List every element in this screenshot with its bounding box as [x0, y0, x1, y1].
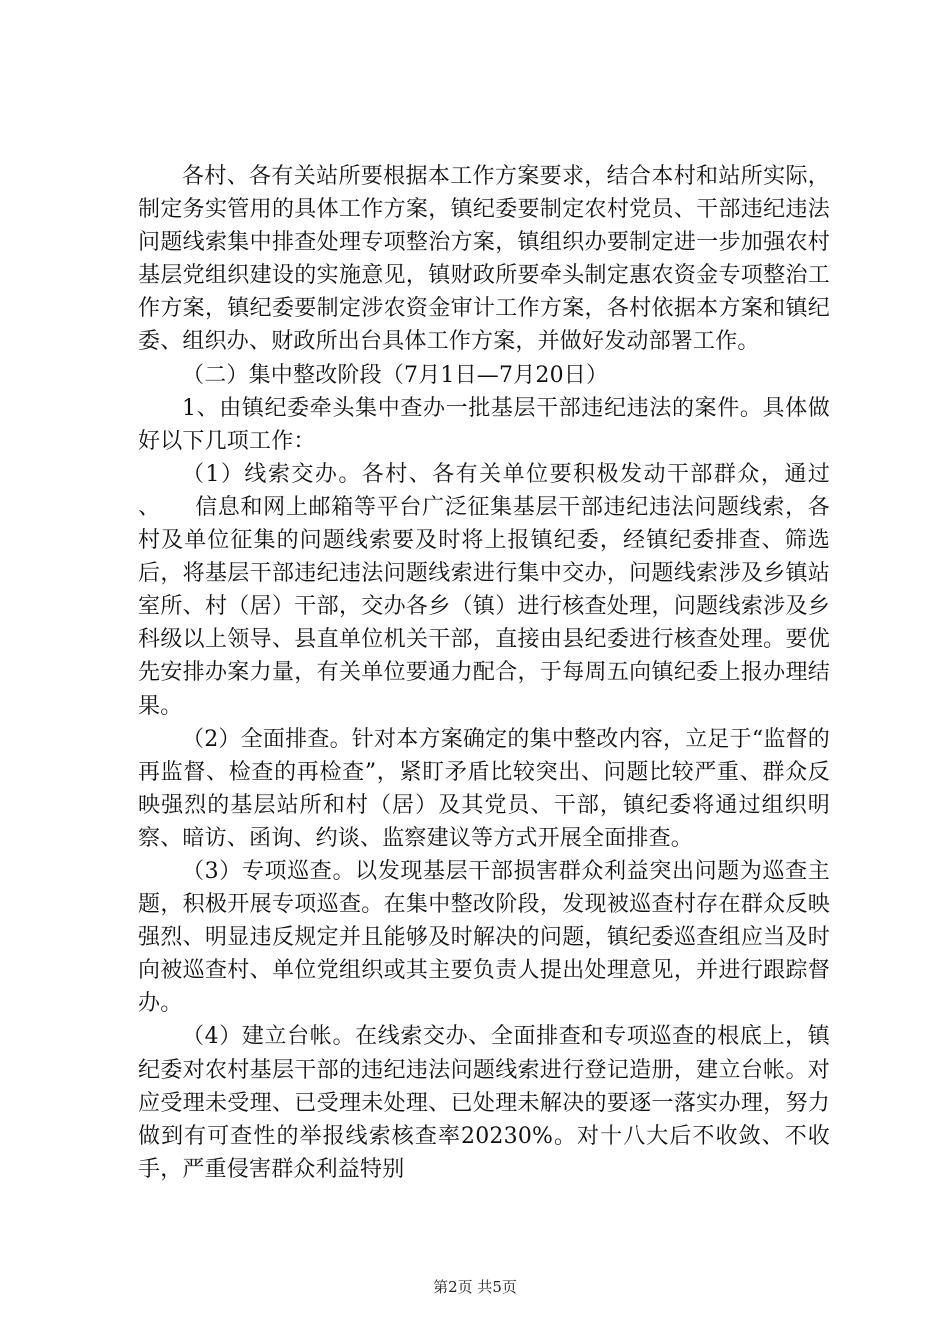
paragraph-special-inspection: （3）专项巡查。以发现基层干部损害群众利益突出问题为巡查主题，积极开展专项巡查。在集中整改阶段，发现被巡查村存在群众反映强烈、明显违反规定并且能够及时解决的问题，镇纪委巡查组应当及时向被巡查村、单位党组织或其主要负责人提出处理意见，并进行跟踪督办。 — [138, 858, 830, 1017]
page-footer: 第2页 共5页 — [433, 1278, 517, 1296]
paragraph-work-plan: 各村、各有关站所要根据本工作方案要求，结合本村和站所实际，制定务实管用的具体工作方案，镇纪委要制定农村党员、干部违纪违法问题线索集中排查处理专项整治方案，镇组织办要制定进一步加强农村基层党组织建设的实施意见，镇财政所要牵头制定惠农资金专项整治工作方案，镇纪委要制定涉农资金审计工作方案，各村依据本方案和镇纪委、组织办、财政所出台具体工作方案，并做好发动部署工作。 — [138, 164, 830, 355]
paragraph-clue-handover: （1）线索交办。各村、各有关单位要积极发动干部群众，通过 、 信息和网上邮箱等平台广泛征集基层干部违纪违法问题线索，各村及单位征集的问题线索要及时将上报镇纪委，经镇纪委排查、筛选后，将基层干部违纪违法问题线索进行集中交办，问题线索涉及乡镇站室所、村（居）干部，交办各乡（镇）进行核查处理，问题线索涉及乡科级以上领导、县直单位机关干部，直接由县纪委进行核查处理。要优先安排办案力量，有关单位要通力配合，于每周五向镇纪委上报办理结果。 — [138, 461, 875, 719]
document-body — [138, 160, 875, 1186]
paragraph-comprehensive-check: （2）全面排查。针对本方案确定的集中整改内容，立足于“监督的再监督、检查的再检查”，紧盯矛盾比较突出、问题比较严重、群众反映强烈的基层站所和村（居）及其党员、干部，镇纪委将通过组织明察、暗访、函询、约谈、监察建议等方式开展全面排查。 — [138, 726, 830, 851]
paragraph-ledger: （4）建立台帐。在线索交办、全面排查和专项巡查的根底上，镇纪委对农村基层干部的违纪违法问题线索进行登记造册，建立台帐。对应受理未受理、已受理未处理、已处理未解决的要逐一落实办理，努力做到有可查性的举报线索核查率20230%。对十八大后不收敛、不收手，严重侵害群众利益特别 — [138, 1024, 830, 1182]
section-heading-rectification-phase: （二）集中整改阶段（7月1日—7月20日） — [182, 362, 609, 388]
paragraph-case-investigation: 1、由镇纪委牵头集中查办一批基层干部违纪违法的案件。具体做好以下几项工作： — [138, 395, 830, 454]
